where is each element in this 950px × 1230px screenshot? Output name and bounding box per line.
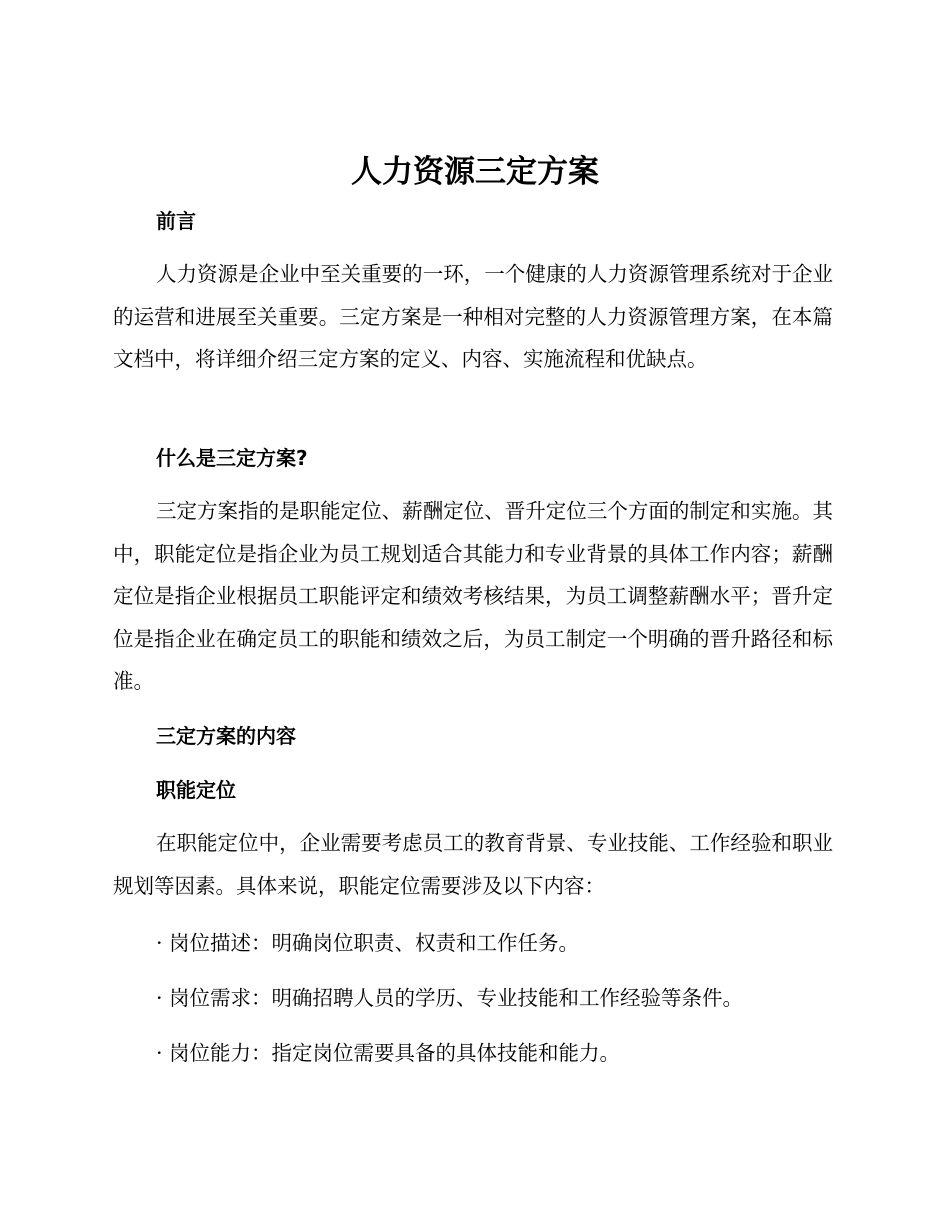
what-paragraph: 三定方案指的是职能定位、薪酬定位、晋升定位三个方面的制定和实施。其中，职能定位是指企业为员工规划适合其能力和专业背景的具体工作内容；薪酬定位是指企业根据员工职能评定和绩效考核结果，为员工调整薪酬水平；晋升定位是指企业在确定员工的职能和绩效之后，为员工制定一个明确的晋升路径和标准。	[113, 499, 833, 693]
preface-heading: 前言	[156, 209, 196, 233]
function-paragraph: 在职能定位中，企业需要考虑员工的教育背景、专业技能、工作经验和职业规划等因素。具体来说，职能定位需要涉及以下内容：	[113, 831, 833, 898]
list-item: · 岗位需求：明确招聘人员的学历、专业技能和工作经验等条件。	[156, 986, 744, 1010]
list-item: · 岗位能力：指定岗位需要具备的具体技能和能力。	[156, 1041, 621, 1065]
list-item: · 岗位描述：明确岗位职责、权责和工作任务。	[156, 931, 580, 955]
function-heading: 职能定位	[156, 778, 236, 802]
preface-paragraph: 人力资源是企业中至关重要的一环，一个健康的人力资源管理系统对于企业的运营和进展至关重要。三定方案是一种相对完整的人力资源管理方案，在本篇文档中，将详细介绍三定方案的定义、内容、实施流程和优缺点。	[113, 262, 833, 371]
content-heading: 三定方案的内容	[156, 724, 296, 748]
document-title: 人力资源三定方案	[351, 154, 599, 190]
what-heading: 什么是三定方案?	[156, 446, 308, 470]
